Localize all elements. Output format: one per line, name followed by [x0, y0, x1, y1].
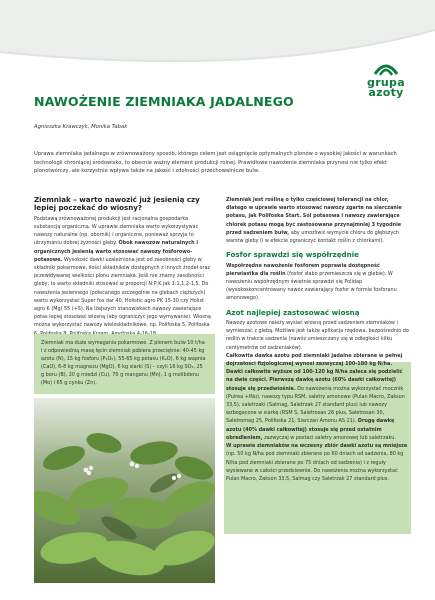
nutrient-requirements-box — [34, 334, 215, 394]
autumn-text-1: Podstawą zrównoważonej produkcji jest racjonalna gospodarka substancją organiczną. W uprawie ziemniaka warto wykorzystywać nawozy naturalne (np. obornik) i organiczne, ponieważ sprzyja to utrzymaniu dobrej żyzności gleby. — [34, 215, 199, 247]
autumn-paragraph — [34, 215, 215, 338]
autumn-text-2: Wysokość dawki uzależniona jest od zasobności gleby w składniki pokarmowe, ilości składników dostępnych z innych źródeł oraz przewidywanej wielkości plonu ziemniaka. Jeśli nie znamy zasobności gleby, to warto składniki stosować w proporcji N:P:K jak 1:1,1,2-1,5. Do nawożenia jesiennego (polecanego szczególnie na glebach cięższych) warto wykorzystać Super fos dar 40, Holistic agro PK 15-30 czy Holist agro K (Mg) 55 (+S). Na lżejszych stanowiskach nawozy zawierające potas lepiej stosować wiosną (aby ograniczyć jego wymywanie). Wiosną można wykorzystać nawozy wieloskładnikowe, np. Polifoska 5, Polifoska — [34, 256, 211, 329]
right-column — [226, 196, 409, 483]
nitrogen-dose-paragraph — [226, 352, 409, 442]
article-intro — [34, 150, 410, 176]
nitrogen-dose-bold: Całkowita dawka azotu pod ziemniaki jadalne zbierane w pełnej dojrzałości fizjologicznej wynosi zazwyczaj 100-180 kg N/ha. Dawki całkowite wyższe od 100-120 kg N/ha zaleca się podzielić na dwie części. Pierwszą dawkę azotu (60% dawki całkowitej) stosuje się przedwiośnie. — [226, 352, 403, 392]
nutrient-requirements-text: Ziemniak ma duże wymagania pokarmowe. Z plonem bulw 10 t/ha i z odpowiednią masą łęcin ziemniak pobiera przeciętnie: 40-45 kg azotu (N), 15 kg fosforu (P₂O₅), 55-65 kg potasu (K₂O), 6 kg wapnia (CaO), 6-8 kg magnezu (MgO), 6 kg siarki (S) – czyli 16 kg SO₃, 25 g boru (B), 20 g miedzi (Cu), 70 g manganu (Mn), 1 g molibdenu (Mo) i 65 g cynku (Zn). — [41, 340, 206, 386]
chlorine-text-bold: Ziemniak jest rośliną o tylko częściowej tolerancji na chlor, dlatego w uprawie warto stosować nawozy zgarte na siarczanie potasu, jak Polifoska Start. Sól potasowa i nawozy zawierające chlorek potasu mogą być zastosowane przynajmniej 3 tygodnie przed sadzeniem bulw, — [226, 197, 402, 236]
chlorine-text: aby umożliwić wymycie chloru do głębszych warstw gleby (i w efekcie ograniczyć kontakt roślin z chlorkami). — [226, 229, 400, 245]
phosphorus-text: (fosfor słabo przemieszcza się w glebie). W nawożeniu współrzędnym świetnie sprawdzi się Polidap (wysokoskoncentrowany nawóz zawierający fosfor w formie fosforanu amonowego). — [226, 270, 397, 302]
potato-plant-photo — [34, 398, 215, 583]
second-dose-bold: Drugą dawkę azotu (40% dawki całkowitej) stosuje się przed ostatnim obredleniem, — [226, 418, 395, 441]
left-column — [34, 196, 215, 338]
early-harvest-text: (np. 50 kg N/ha pod ziemniaki zbierane po 60 dniach od sadzenia, 80 kg N/ha pod ziemniaki zbierane po 75 dniach od sadzenia) i z reguły wysiewane w całości przedsiewnie. Do nawożenia można wykorzystać Pulan Macro, Zakson 33,5, Salmag czy Saletrzak 27 standard plus. — [226, 451, 404, 482]
grupa-azoty-logo — [356, 60, 416, 98]
logo-text-azoty: azoty — [368, 86, 404, 99]
section-heading-autumn: Ziemniak – warto nawozić już jesienią czy lepiej poczekać do wiosny? — [34, 195, 200, 213]
phosphorus-paragraph — [226, 262, 409, 303]
article-title: NAWOŻENIE ZIEMNIAKA JADALNEGO — [34, 94, 294, 109]
phosphorus-text-bold: Współrzędne nawożenie fosforem poprawia dostępność pierwiastka dla roślin — [226, 262, 380, 277]
section-heading-phosphorus: Fosfor sprawdzi się współrzędnie — [226, 250, 359, 260]
early-harvest-paragraph — [226, 442, 409, 483]
logo-text-grupa: grupa — [367, 76, 405, 89]
autumn-text-bold: Obok nawozów naturalnych i organicznych jesienią warto stosować nawozy fosforowo-potasowe. — [34, 240, 199, 263]
article-authors: Agnieszka Krawczyk, Monika Tabak — [34, 124, 128, 130]
second-dose-text: zazwyczaj w postaci saletry amonowej lub saletrzaku. — [262, 434, 396, 441]
early-harvest-bold: W uprawie ziemniaków na wczesny zbiór dawki azotu są mniejsze — [226, 443, 408, 450]
nitrogen-dose-text: Do nawożenia można wykorzystać mocznik (Pulrea +INu), nawozy typu RSM, saletry amonowe (Pulan Macro, Zakson 33,5), saletrzaki (Salmag, Saletrzak 27 standard plus) lub nawozy wzbogacone w siarkę (RSM S, Saletrosan 26 plus, Saletrosan 30, Saletromag 25, Polifoska 21, Siarczan Amonu AS 21). — [226, 385, 405, 425]
nitrogen-paragraph: Nawozy azotowe należy wysiać wiosną przed sadzeniem ziemniaków i wymieszać z glebą. Możliwe jest także aplikacja rzędowa, bezpośrednio do redlin w trakcie sadzenia (nawóz umieszczany się w odległości kilku centymetrów od sadzeniaków). — [226, 320, 409, 351]
chlorine-paragraph — [226, 196, 409, 245]
section-heading-nitrogen: Azot najlepiej zastosować wiosną — [226, 307, 360, 317]
intro-paragraph: Uprawa ziemniaka jadalnego w zrównoważony sposób, którego celem jest osiągnięcie optymalnych plonów o wysokiej jakości w warunkach technologii chroniącej środowisko, to obecnie ważny element produkcji rolnej. Prawidłowe nawożenie ziemniaka przynosi nie tylko efekt plonotwórczy, ale korzystnie wpływa także na jakość i zdolności przechowalnicze bulw. — [34, 151, 397, 175]
